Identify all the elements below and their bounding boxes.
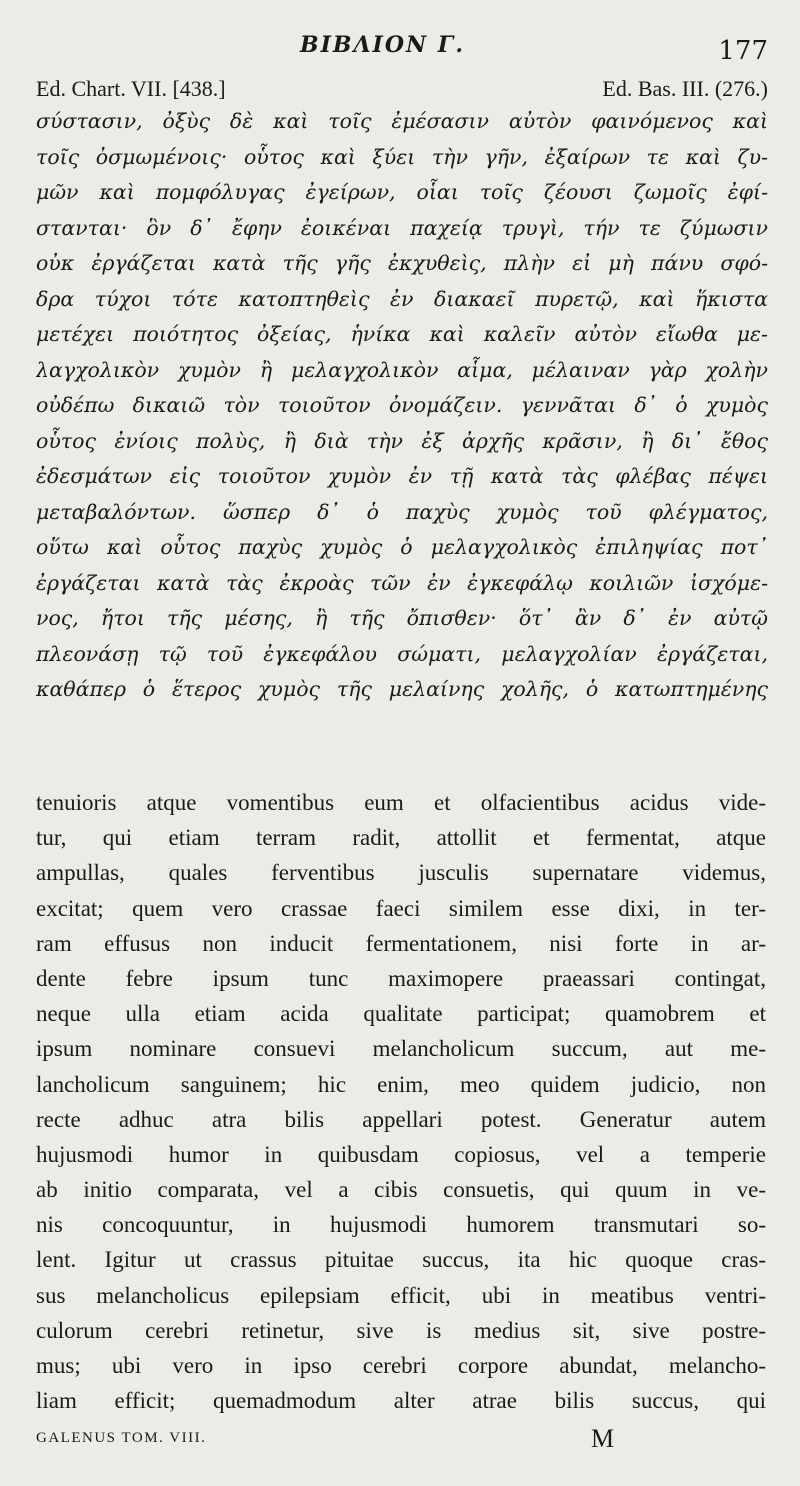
- page-number: 177: [718, 36, 768, 66]
- greek-text-line: ἐδεσμάτων εἰς τοιοῦτον χυμὸν ἐν τῇ κατὰ τὰς φλέβας πέψει: [36, 464, 768, 488]
- greek-text-line: καθάπερ ὁ ἕτερος χυμὸς τῆς μελαίνης χολῆς, ὁ κατωπτημένης: [36, 677, 768, 701]
- greek-text-line: οὕτω καὶ οὗτος παχὺς χυμὸς ὁ μελαγχολικὸς ἐπιληψίας ποτ᾽: [36, 535, 768, 559]
- latin-text-line: hujusmodi humor in quibusdam copiosus, vel a temperie: [36, 1141, 766, 1167]
- latin-text-line: culorum cerebri retinetur, sive is medius sit, sive postre-: [36, 1317, 766, 1343]
- greek-text-line: νος, ἤτοι τῆς μέσης, ἢ τῆς ὄπισθεν· ὅτ᾽ ἂν δ᾽ ἐν αὐτῷ: [36, 606, 768, 630]
- latin-text-block: [36, 785, 766, 1418]
- latin-text-line: ram effusus non inducit fermentationem, nisi forte in ar-: [36, 930, 766, 956]
- greek-text-line: οὗτος ἐνίοις πολὺς, ἢ διὰ τὴν ἐξ ἀρχῆς κρᾶσιν, ἢ δι᾽ ἔθος: [36, 428, 768, 453]
- greek-text-line: τοῖς ὀσμωμένοις· οὗτος καὶ ξύει τὴν γῆν, ἐξαίρων τε καὶ ζυ-: [36, 144, 768, 169]
- latin-text-line: nis concoquuntur, in hujusmodi humorem transmutari so-: [36, 1212, 766, 1238]
- greek-text-line: οὐκ ἐργάζεται κατὰ τῆς γῆς ἐκχυθεὶς, πλὴν εἰ μὴ πάνυ σφό-: [36, 251, 768, 275]
- latin-text-line: ampullas, quales ferventibus jusculis supernatare videmus,: [36, 860, 766, 886]
- latin-text-line: excitat; quem vero crassae faeci similem esse dixi, in ter-: [36, 895, 766, 921]
- book-title: ΒΙΒΛΙΟΝ Γ.: [300, 32, 466, 58]
- latin-text-line: dente febre ipsum tunc maximopere praeassari contingat,: [36, 965, 766, 991]
- latin-text-line: lancholicum sanguinem; hic enim, meo quidem judicio, non: [36, 1071, 766, 1097]
- latin-text-line: ipsum nominare consuevi melancholicum succum, aut me-: [36, 1036, 766, 1062]
- latin-text-line: sus melancholicus epilepsiam efficit, ubi in meatibus ventri-: [36, 1282, 766, 1308]
- greek-text-line: μετέχει ποιότητος ὀξείας, ἡνίκα καὶ καλεῖν αὐτὸν εἴωθα με-: [36, 322, 768, 346]
- latin-text-line: lent. Igitur ut crassus pituitae succus, ita hic quoque cras-: [36, 1247, 766, 1273]
- edition-references: [36, 76, 768, 104]
- greek-text-line: δρα τύχοι τότε κατοπτηθεὶς ἐν διακαεῖ πυρετῷ, καὶ ἥκιστα: [36, 286, 768, 311]
- page-footer: [36, 1424, 768, 1456]
- latin-text-line: neque ulla etiam acida qualitate participat; quamobrem et: [36, 1001, 766, 1027]
- edition-bas-ref: Ed. Bas. III. (276.): [602, 76, 768, 101]
- greek-text-line: μῶν καὶ πομφόλυγας ἐγείρων, οἷαι τοῖς ζέουσι ζωμοῖς ἐφί-: [36, 180, 768, 204]
- greek-text-line: στανται· ὃν δ᾽ ἔφην ἐοικέναι παχείᾳ τρυγὶ, τήν τε ζύμωσιν: [36, 215, 768, 240]
- greek-text-line: πλεονάσῃ τῷ τοῦ ἐγκεφάλου σώματι, μελαγχολίαν ἐργάζεται,: [36, 641, 768, 666]
- greek-text-line: οὐδέπω δικαιῶ τὸν τοιοῦτον ὀνομάζειν. γεννᾶται δ᾽ ὁ χυμὸς: [36, 393, 768, 417]
- signature-line: GALENUS TOM. VIII.: [36, 1430, 207, 1446]
- latin-text-line: tenuioris atque vomentibus eum et olfacientibus acidus vide-: [36, 790, 766, 815]
- greek-text-line: λαγχολικὸν χυμὸν ἢ μελαγχολικὸν αἷμα, μέλαιναν γὰρ χολὴν: [36, 357, 768, 382]
- latin-text-line: ab initio comparata, vel a cibis consuetis, qui quum in ve-: [36, 1177, 766, 1203]
- signature-mark: M: [591, 1424, 615, 1453]
- edition-chart-ref: Ed. Chart. VII. [438.]: [36, 76, 226, 101]
- running-head: [0, 30, 800, 70]
- greek-text-block: [36, 104, 768, 708]
- latin-text-line: recte adhuc atra bilis appellari potest. Generatur autem: [36, 1106, 766, 1132]
- greek-text-line: μεταβαλόντων. ὥσπερ δ᾽ ὁ παχὺς χυμὸς τοῦ φλέγματος,: [36, 499, 768, 524]
- greek-text-line: ἐργάζεται κατὰ τὰς ἐκροὰς τῶν ἐν ἐγκεφάλῳ κοιλιῶν ἰσχόμε-: [36, 570, 768, 595]
- latin-text-line: tur, qui etiam terram radit, attollit et fermentat, atque: [36, 825, 766, 851]
- latin-text-line: mus; ubi vero in ipso cerebri corpore abundat, melancho-: [36, 1353, 766, 1378]
- greek-text-line: σύστασιν, ὀξὺς δὲ καὶ τοῖς ἐμέσασιν αὐτὸν φαινόμενος καὶ: [36, 109, 768, 133]
- latin-text-line: liam efficit; quemadmodum alter atrae bilis succus, qui: [36, 1388, 766, 1414]
